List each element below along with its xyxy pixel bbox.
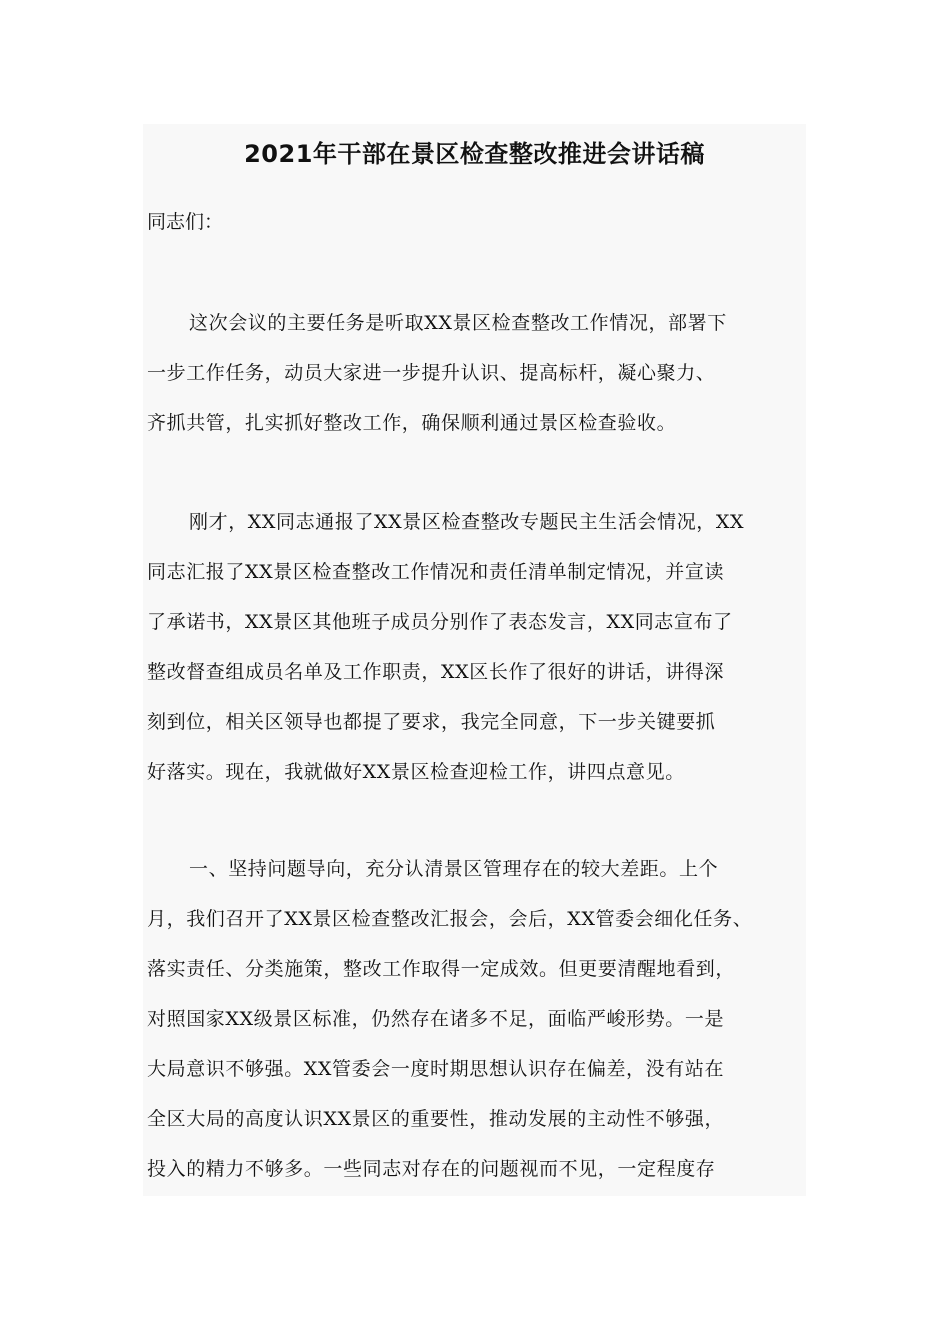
paragraph-line: 好落实。现在，我就做好XX景区检查迎检工作，讲四点意见。	[147, 761, 685, 783]
paragraph-1	[147, 298, 802, 448]
paragraph-line: 这次会议的主要任务是听取XX景区检查整改工作情况，部署下	[189, 312, 727, 334]
paragraph-line: 全区大局的高度认识XX景区的重要性，推动发展的主动性不够强，	[147, 1108, 725, 1130]
document-title: 2021年干部在景区检查整改推进会讲话稿	[244, 140, 705, 168]
paragraph-line: 大局意识不够强。XX管委会一度时期思想认识存在偏差，没有站在	[147, 1058, 725, 1080]
document-page	[143, 124, 806, 1196]
paragraph-line: 月，我们召开了XX景区检查整改汇报会，会后，XX管委会细化任务、	[147, 908, 753, 930]
paragraph-line: 齐抓共管，扎实抓好整改工作，确保顺利通过景区检查验收。	[147, 412, 677, 434]
paragraph-line: 对照国家XX级景区标准，仍然存在诸多不足，面临严峻形势。一是	[147, 1008, 725, 1030]
paragraph-2	[147, 497, 802, 797]
paragraph-line: 刚才，XX同志通报了XX景区检查整改专题民主生活会情况，XX	[189, 511, 745, 533]
paragraph-line: 一步工作任务，动员大家进一步提升认识、提高标杆，凝心聚力、	[147, 362, 716, 384]
salutation: 同志们：	[147, 211, 224, 233]
paragraph-line: 投入的精力不够多。一些同志对存在的问题视而不见，一定程度存	[147, 1158, 716, 1180]
paragraph-line: 整改督查组成员名单及工作职责，XX区长作了很好的讲话，讲得深	[147, 661, 725, 683]
paragraph-line: 落实责任、分类施策，整改工作取得一定成效。但更要清醒地看到，	[147, 958, 736, 980]
paragraph-line: 同志汇报了XX景区检查整改工作情况和责任清单制定情况，并宣读	[147, 561, 725, 583]
paragraph-3	[147, 844, 802, 1194]
paragraph-line: 了承诺书，XX景区其他班子成员分别作了表态发言，XX同志宣布了	[147, 611, 733, 633]
paragraph-line: 刻到位，相关区领导也都提了要求，我完全同意，下一步关键要抓	[147, 711, 716, 733]
paragraph-line: 一、坚持问题导向，充分认清景区管理存在的较大差距。上个	[189, 858, 719, 880]
